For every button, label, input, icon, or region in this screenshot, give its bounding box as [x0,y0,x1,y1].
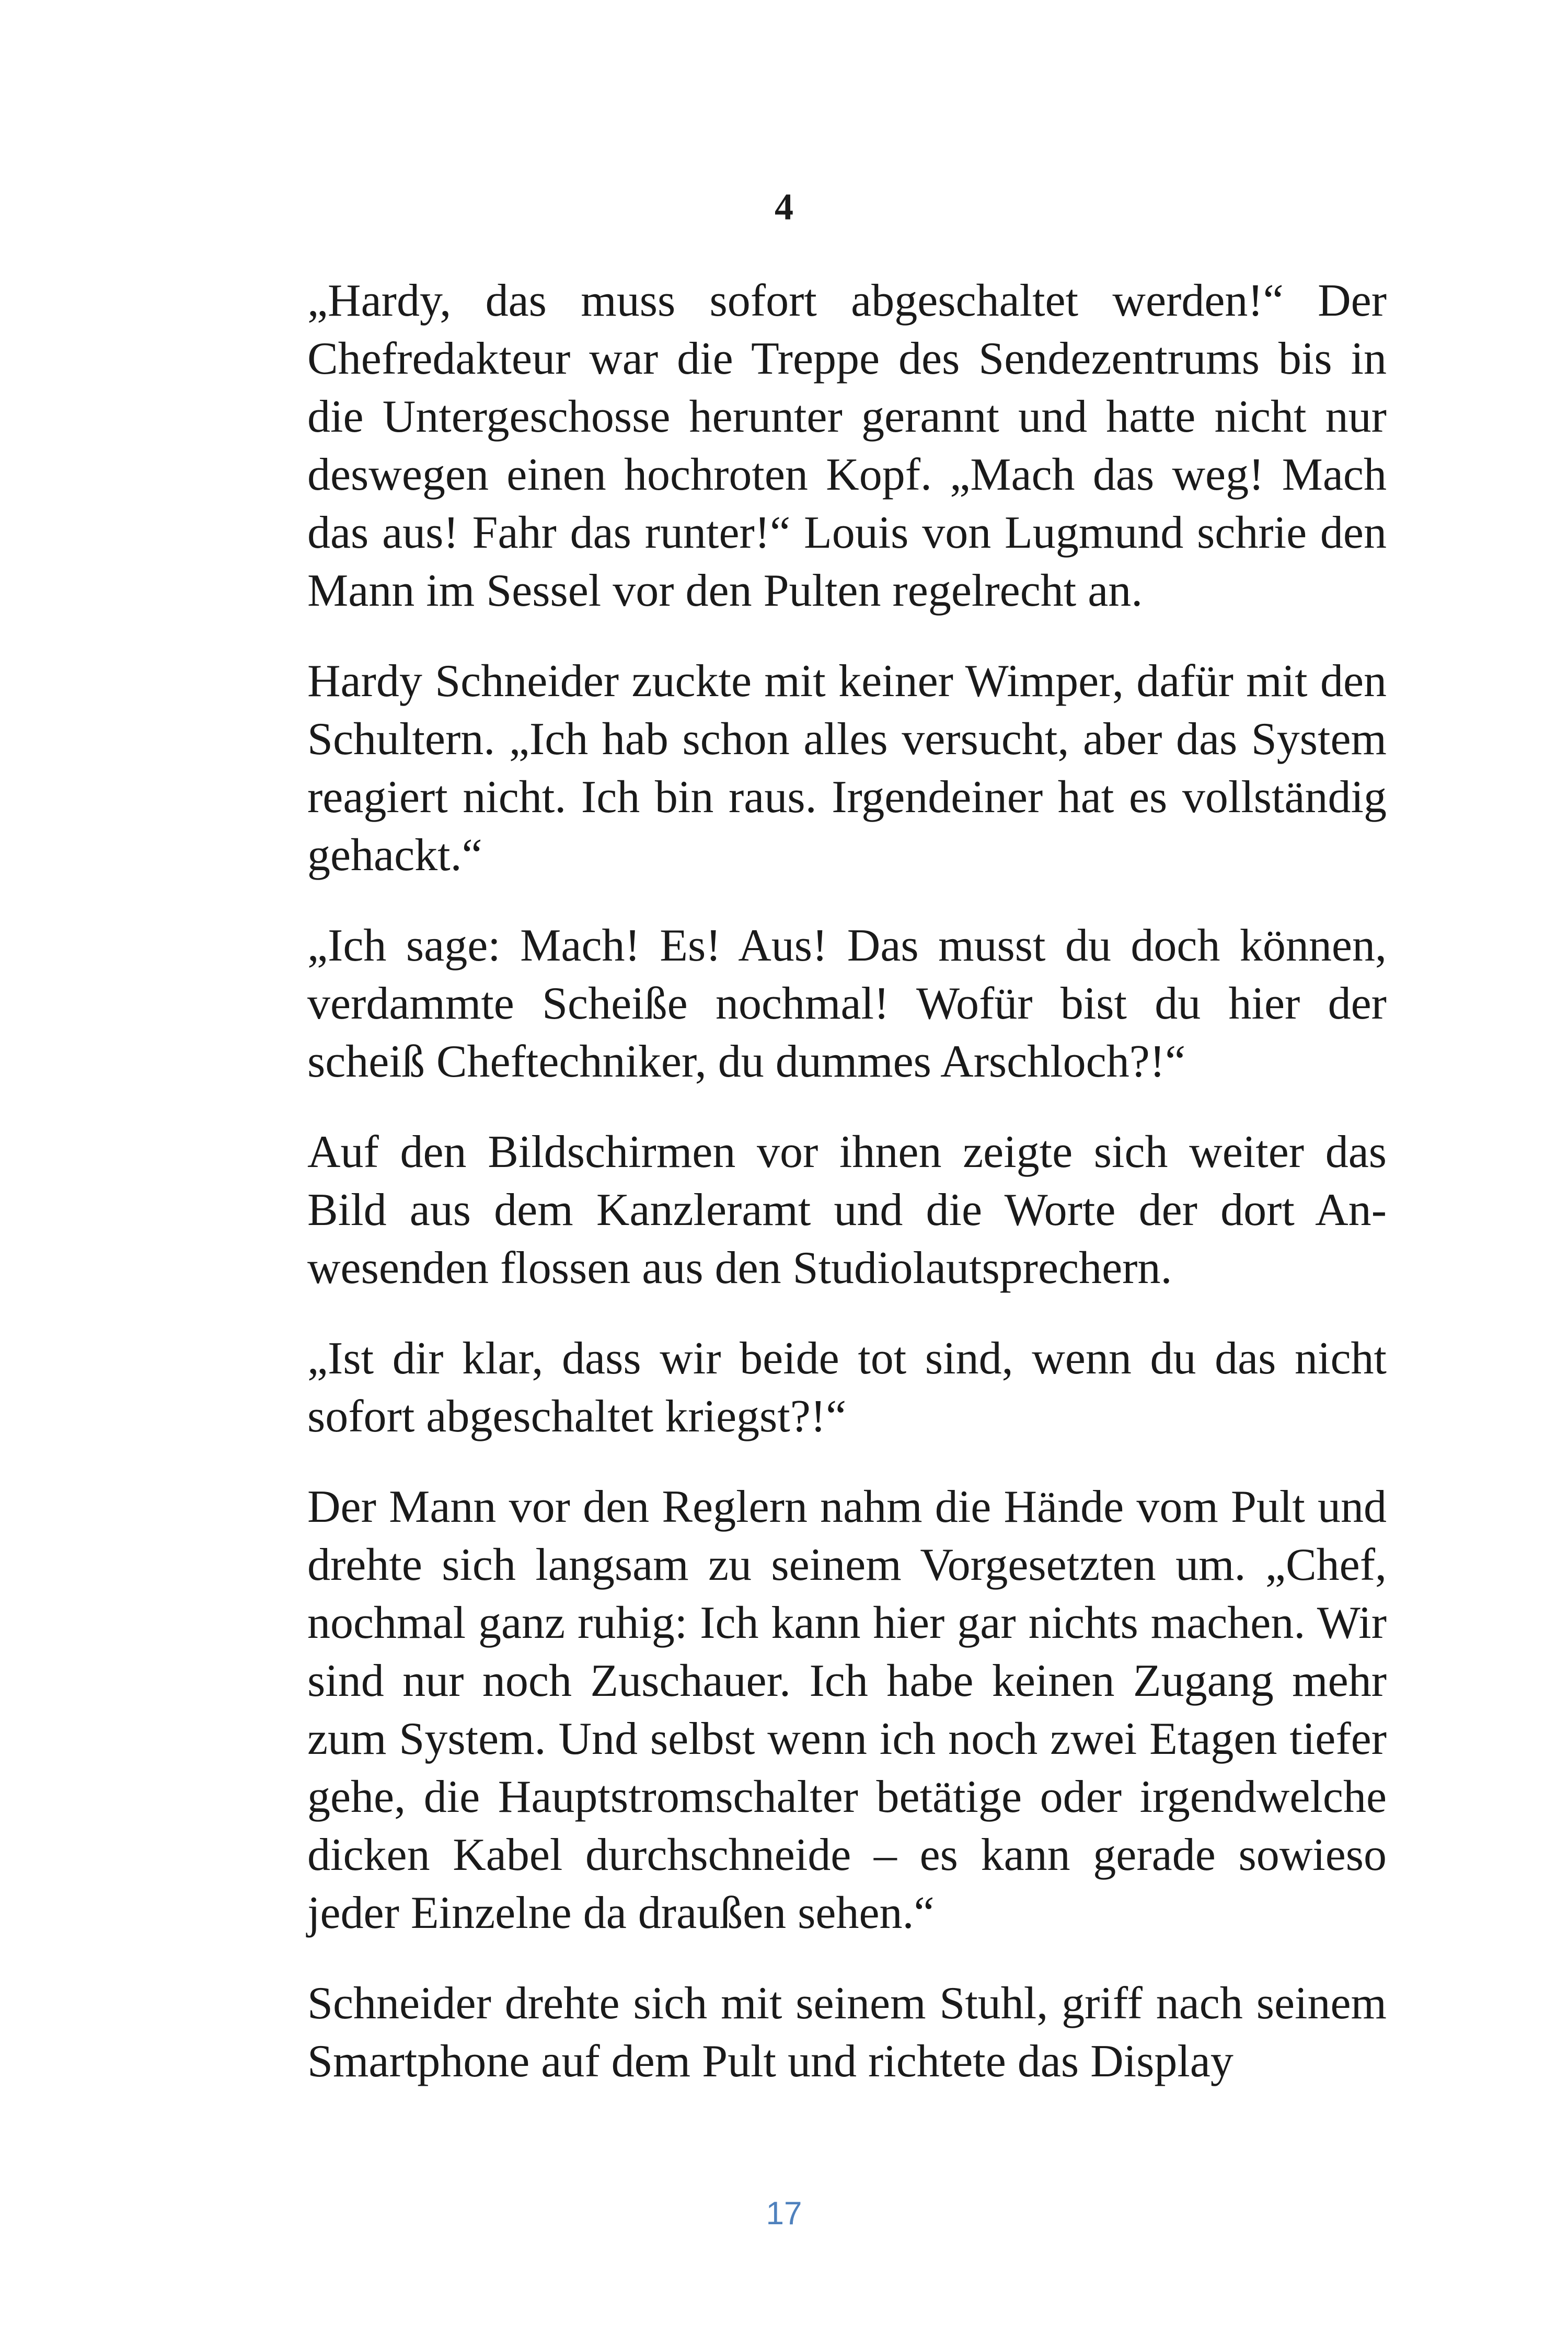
chapter-body [307,272,1387,2090]
chapter-number: 4 [775,186,793,228]
page-number: 17 [766,2195,802,2232]
paragraph: Schneider drehte sich mit seinem Stuhl, griff nach seinem Smartphone auf dem Pult und richtete das Display [307,1978,1387,2087]
paragraph: Der Mann vor den Reglern nahm die Hände vom Pult und drehte sich langsam zu seinem Vorgesetzten um. „Chef, nochmal ganz ruhig: Ich kann hier gar nichts machen. Wir sind nur noch Zuschauer. Ich habe keinen Zugang mehr zum System. Und selbst wenn ich noch zwei Etagen tiefer gehe, die Hauptstromschalter betätige oder irgendwelche dicken Kabel durchschneide – es kann gerade sowieso jeder Einzelne da draußen sehen.“ [307,1482,1387,1938]
paragraph: „Ist dir klar, dass wir beide tot sind, wenn du das nicht sofort abgeschaltet kriegst?!“ [307,1333,1387,1442]
paragraph: „Hardy, das muss sofort abgeschaltet werden!“ Der Chefredakteur war die Treppe des Sendezentrums bis in die Untergeschosse herunter gerannt und hatte nicht nur deswegen einen hochroten Kopf. „Mach das weg! Mach das aus! Fahr das runter!“ Louis von Lugmund schrie den Mann im Sessel vor den Pulten regelrecht an. [307,275,1387,616]
paragraph: „Ich sage: Mach! Es! Aus! Das musst du doch können, verdammte Scheiße nochmal! Wofür bist du hier der scheiß Cheftechniker, du dummes Arschloch?!“ [307,920,1387,1087]
paragraph: Auf den Bildschirmen vor ihnen zeigte sich weiter das Bild aus dem Kanzleramt und die Worte der dort Anwesenden flossen aus den Studiolautsprechern. [307,1127,1387,1293]
paragraph: Hardy Schneider zuckte mit keiner Wimper, dafür mit den Schultern. „Ich hab schon alles versucht, aber das System reagiert nicht. Ich bin raus. Irgendeiner hat es vollständig gehackt.“ [307,656,1387,881]
